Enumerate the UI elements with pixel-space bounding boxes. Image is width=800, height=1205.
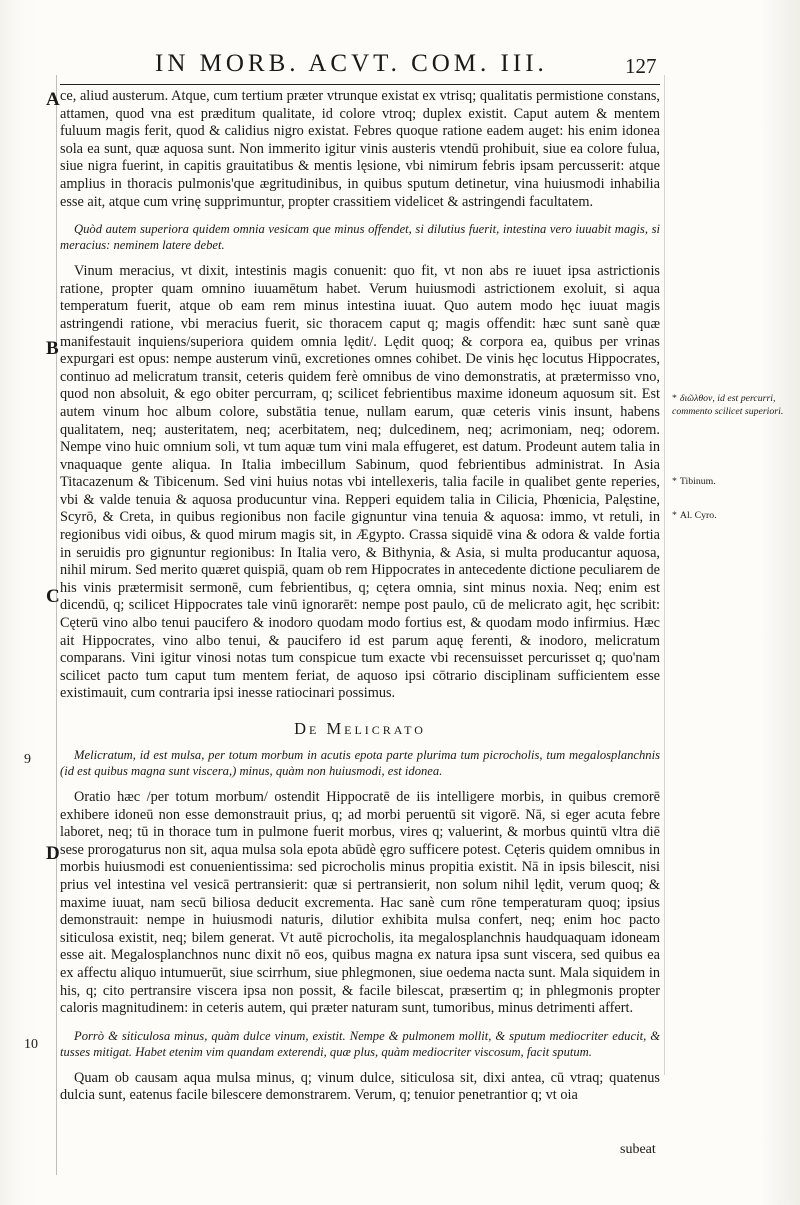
marginal-note-star: *	[672, 510, 677, 521]
commentary-paragraph-2: Vinum meracius, vt dixit, intestinis magis conuenit: quo fit, vt non abs re iuuet ipsa astrictionis ratione, propter quam omnino iuuamētum habet. Verum huiusmodi astrictionem exoluit, si aqua temperatum fuerit, atque ob eam rem minus intestina iuuat. Quo autem modo hęc iuuat magis astringendi ratione, vbi meracius fuerit, sic thoracem caput q; magis offendit: hæc sunt sanè quæ manifestauit inquiens/superiora quidem omnia lędit/. Lędit quoq; & corpora ea, quibus per vrinas expurgari est opus: nempe austerum vinū, excretiones omnes cohibet. De vinis hęc locutus Hippocrates, continuo ad melicratum transit, ceteris quidem ferè omnibus de vino demonstratis, at prætermisso vno, quod non absoluit, & ego obiter percurram, q; scilicet febrientibus maxime idoneum aquosum sit. Est autem vinum hoc album colore, substātia tenue, nullam earum, quæ ceteris vinis insunt, habens qualitatem, neq; austeritatem, neq; acerbitatem, neq; dulcedinem, neq; acrimoniam, neq; odorem. Nempe vino huic omnium soli, vt tum aquæ tum vini mala effugeret, est datum. Prodeunt autem talia in vnaquaque gente aliqua. In Italia imbecillum Sabinum, quod febrientibus administrat. In Asia Titacazenum & Tibicenum. Sed vini huius notas vbi intellexeris, talia facile in qualibet gente reperies, vbi & valde tenuia & aquosa producuntur vina. Repperi equidem talia in Cilicia, Phœnicia, Palęstine, Scyrō, & Creta, in quibus regionibus non facile gignuntur vina tenuia & aquosa: immo, vt retuli, in regionibus vidi oibus, & quod mirum magis sit, in Ægypto. Crassa siquidē vina & odora & valde fortia in seruidis pro gignuntur regionibus: In Italia vero, & Bithynia, & Asia, si multa producantur aquosa, nihil mirum. Sed merito quæret quispiā, quam ob rem Hippocrates in antecedente dictione peculiarem de his vinis prætermisit sermonē, cum febrientibus, q; cętera omnia, sint minus noxia. Neq; enim est dicendū, q; scilicet Hippocrates tale vinū ignorarēt: nempe post paulo, cū de melicrato agit, hęc scribit: Cęterū vino albo tenui paucifero & inodoro quodam modo fortius est, & quodam modo infirmius. Hæc ait Hippocrates, vino albo tenui, & paucifero id est parum aquę ferenti, & inodoro, melicratum comparans. Vini igitur vinosi notas tum conspicue tum exacte vbi recensuisset percurisset q; quo'nam scilicet pacto tum caput tum mentem feriat, de aquoso ipsi cōtrario disciplinam sufficientem esse existimauit, cum contraria ipsi inesse ratiocinari possimus.	[60, 263, 660, 702]
line-number-10: 10	[24, 1037, 38, 1052]
margin-rule-left	[56, 75, 57, 1175]
main-text-block	[60, 88, 660, 1115]
page-number: 127	[625, 54, 657, 78]
marginal-note-text: διῶλθον, id est percurri, commento scilicet superiori.	[672, 393, 784, 417]
section-letter-c: C	[46, 586, 60, 607]
section-letter-b: B	[46, 338, 59, 359]
marginal-note-3	[672, 509, 792, 522]
running-head: IN MORB. ACVT. COM. III.	[155, 50, 548, 77]
commentary-paragraph-3: Oratio hæc /per totum morbum/ ostendit Hippocratē de iis intelligere morbis, in quibus cremorē exhibere idoneū non esse demonstrauit prius, q; ad morbi peruentū sit vigorē. Nā, si eger acuta febre laboret, neq; tū in thorace tum in pulmone fuerit morbus, vires q; valuerint, & morbus quintū vltra diē sese prorogaturus non sit, aqua mulsa sola epota abūdè ęgro sufficere potest. Cęteris quidem omnibus in morbis huiusmodi est conuenientissima: sed picrocholis minus propitia existit. Nā in ipsis bilescit, nisi prius vel intestina vel vesicā pertransierit: quæ si pertransierit, non solum nihil lędit, verum quoq; & maxime iuuat, nam secū biliosa deducit excrementa. Hac sanè cum rōne temperaturam quoq; ipsius demonstrauit: nempe in huiusmodi naturis, dilutior exhibita mulsa confert, neq; enim hoc pacto siticulosa existit, neq; bilem generat. Vt autē picrocholis, ita megalosplanchnis haudquaquam idoneam esse ait. Megalosplanchnos nunc dixit nō eos, quibus magna ex natura ipsa sunt viscera, sed quibus ea ex affectu aliquo intumuerūt, siue scirrhum, siue phlegmonen, siue oedema nacta sunt. Mala siquidem in his, q; cito pertransire viscera ipsa non possit, & facile bilescat, præsertim q; in phlegmonis propter caloris magnitudinem: in ceteris autem, qui præter naturam sunt, tumoribus, minus detrimenti affert.	[60, 789, 660, 1017]
marginal-note-1	[672, 392, 792, 418]
lemma-1: Quòd autem superiora quidem omnia vesicam que minus offendet, si dilutius fuerit, intestina vero iuuabit magis, si meracius: neminem latere debet.	[60, 222, 660, 253]
lemma-3: Porrò & siticulosa minus, quàm dulce vinum, existit. Nempe & pulmonem mollit, & sputum mediocriter educit, & tusses mitigat. Habet etenim vim quandam exterendi, quæ plus, quàm mediocriter viscosum, facit sputum.	[60, 1028, 660, 1059]
marginal-note-2	[672, 475, 792, 488]
section-letter-d: D	[46, 843, 60, 864]
margin-rule-right	[664, 75, 665, 1075]
commentary-paragraph-4: Quam ob causam aqua mulsa minus, q; vinum dulce, siticulosa sit, dixi antea, cū vtraq; quatenus dulcia sunt, eatenus facile bilescere demonstrarem. Verum, q; tenuior penetrantior q; vt oia	[60, 1069, 660, 1104]
marginal-note-star: *	[672, 393, 677, 404]
marginal-note-text: Al. Cyro.	[679, 510, 717, 521]
section-letter-a: A	[46, 89, 60, 110]
line-number-9: 9	[24, 752, 31, 767]
lemma-2: Melicratum, id est mulsa, per totum morbum in acutis epota parte plurima tum picrocholis, tum megalosplanchnis (id est quibus magna sunt viscera,) minus, quàm non huiusmodi, est idonea.	[60, 748, 660, 778]
section-heading: De Melicrato	[294, 719, 426, 738]
catchword: subeat	[620, 1142, 656, 1157]
marginal-note-star: *	[672, 476, 677, 487]
page-header	[60, 48, 660, 85]
marginal-note-text: Tibinum.	[679, 476, 716, 487]
commentary-paragraph-1: ce, aliud austerum. Atque, cum tertium præter vtrunque existat ex vtrisq; qualitatis permistione constans, attamen, quod vna est præditum qualitate, id colore vtroq; duplex existit. Caput autem & mentem fuluum magis ferit, quod & calidius nigro existat. Febres quoque ratione eadem auget: his enim idonea sola ea sunt, quæ aquosa sunt. Non immerito igitur vinis austeris vtendū prohibuit, siue ea colore fulua, siue nigra fuerint, in capitis grauitatibus & mentis lęsione, vbi nimirum febris ipsam percusserit: atque amplius in thoracis pulmonis'que ægritudinibus, in quibus sputum detinetur, vina huiusmodi inhabilia esse ait, atque cum vrinę supprimuntur, propter crassitiem videlicet & astringendi facultatem.	[60, 88, 660, 210]
